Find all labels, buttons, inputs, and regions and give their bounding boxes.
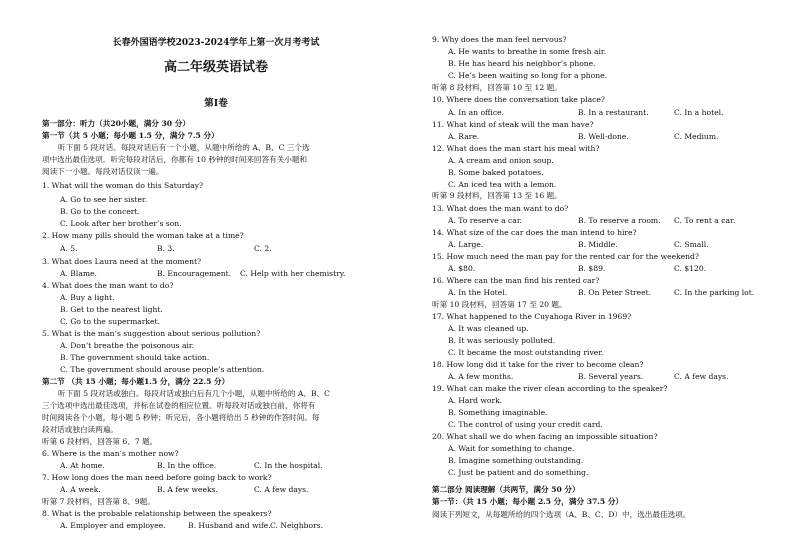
answer-option[interactable]: C. Look after her brother’s son. — [60, 219, 182, 228]
part2-heading: 第二部分 阅读理解（共两节，满分 50 分） — [432, 485, 580, 494]
answer-option[interactable]: B. Middle. — [578, 240, 618, 249]
section1-instructions: 项中选出最佳选项。听完每段对话后，你都有 10 秒钟的时间来回答有关小题和 — [42, 155, 308, 164]
question-stem: 11. What kind of steak will the man have? — [432, 120, 594, 129]
answer-option[interactable]: B. On Peter Street. — [578, 288, 652, 297]
question-stem: 18. How long did it take for the river to become clean? — [432, 360, 644, 369]
section1-heading: 第一节（共 5 小题；每小题 1.5 分，满分 7.5 分） — [42, 131, 219, 140]
section1-instructions: 阅读下一小题。每段对话仅读一遍。 — [42, 167, 164, 176]
answer-option[interactable]: A. Wait for something to change. — [448, 444, 575, 453]
part1-heading: 第一部分：听力（共20小题，满分 30 分） — [42, 119, 190, 128]
reading-section1-heading: 第一节：（共 15 小题；每小题 2.5 分，满分 37.5 分） — [432, 497, 624, 506]
material-cue: 听第 10 段材料，回答第 17 至 20 题。 — [432, 300, 567, 309]
material-cue: 听第 8 段材料，回答第 10 至 12 题。 — [432, 83, 562, 92]
answer-option[interactable]: B. The government should take action. — [60, 353, 210, 362]
answer-option[interactable]: C. Go to the supermarket. — [60, 317, 160, 326]
volume-label: 第Ⅰ卷 — [204, 98, 228, 109]
answer-option[interactable]: A. Blame. — [60, 269, 97, 278]
question-stem: 12. What does the man start his meal with? — [432, 144, 600, 153]
answer-option[interactable]: C. In a hotel. — [674, 108, 724, 117]
answer-option[interactable]: B. $89. — [578, 264, 606, 273]
answer-option[interactable]: C. 2. — [254, 244, 272, 253]
answer-option[interactable]: A. In the Hotel. — [448, 288, 508, 297]
answer-option[interactable]: B. Encouragement. — [157, 269, 232, 278]
answer-option[interactable]: A. He wants to breathe in some fresh air. — [448, 47, 607, 56]
answer-option[interactable]: C. $120. — [674, 264, 707, 273]
question-stem: 16. Where can the man find his rented car? — [432, 276, 600, 285]
answer-option[interactable]: B. Go to the concert. — [60, 207, 140, 216]
answer-option[interactable]: A. In an office. — [448, 108, 505, 117]
answer-option[interactable]: B. Imagine something outstanding. — [448, 456, 584, 465]
section2-instructions: 段对话或独白读两遍。 — [42, 425, 118, 434]
question-stem: 3. What does Laura need at the moment? — [42, 257, 202, 266]
section2-instructions: 三个选项中选出最佳选项，并标在试卷的相应位置。听每段对话或独白前，你将有 — [42, 401, 316, 410]
question-stem: 15. How much need the man pay for the rented car for the weekend? — [432, 252, 699, 261]
question-stem: 1. What will the woman do this Saturday? — [42, 181, 204, 190]
question-stem: 8. What is the probable relationship between the speakers? — [42, 509, 272, 518]
question-stem: 17. What happened to the Cuyahoga River in 1969? — [432, 312, 632, 321]
answer-option[interactable]: A. $80. — [448, 264, 476, 273]
section1-instructions: 听下面 5 段对话。每段对话后有一个小题，从题中所给的 A、B、C 三个选 — [58, 143, 310, 152]
answer-option[interactable]: C. To rent a car. — [674, 216, 736, 225]
material-cue: 听第 6 段材料，回答第 6、7 题。 — [42, 437, 158, 446]
answer-option[interactable]: C. A few days. — [254, 485, 309, 494]
answer-option[interactable]: A. A week. — [60, 485, 101, 494]
answer-option[interactable]: B. Well-done. — [578, 132, 629, 141]
answer-option[interactable]: C. Neighbors. — [270, 521, 324, 530]
question-stem: 4. What does the man want to do? — [42, 281, 174, 290]
answer-option[interactable]: B. Husband and wife. — [188, 521, 271, 530]
answer-option[interactable]: B. In the office. — [157, 461, 217, 470]
question-stem: 7. How long does the man need before going back to work? — [42, 473, 272, 482]
answer-option[interactable]: A. A cream and onion soup. — [448, 156, 554, 165]
answer-option[interactable]: A. At home. — [60, 461, 105, 470]
answer-option[interactable]: C. It became the most outstanding river. — [448, 348, 604, 357]
section2-instructions: 时间阅读各个小题，每小题 5 秒钟；听完后，各小题将给出 5 秒钟的作答时间。每 — [42, 413, 320, 422]
answer-option[interactable]: A. Go to see her sister. — [60, 195, 148, 204]
answer-option[interactable]: B. He has heard his neighbor’s phone. — [448, 59, 596, 68]
answer-option[interactable]: B. In a restaurant. — [578, 108, 649, 117]
answer-option[interactable]: C. Medium. — [674, 132, 719, 141]
answer-option[interactable]: A. It was cleaned up. — [448, 324, 529, 333]
question-stem: 6. Where is the man’s mother now? — [42, 449, 179, 458]
answer-option[interactable]: C. In the hospital. — [254, 461, 323, 470]
question-stem: 5. What is the man’s suggestion about serious pollution? — [42, 329, 261, 338]
question-stem: 2. How many pills should the woman take at a time? — [42, 231, 244, 240]
question-stem: 9. Why does the man feel nervous? — [432, 35, 567, 44]
answer-option[interactable]: C. Help with her chemistry. — [240, 269, 346, 278]
material-cue: 听第 7 段材料，回答第 8、9题。 — [42, 497, 155, 506]
school-title: 长春外国语学校2023-2024学年上第一次月考考试 — [112, 38, 320, 48]
answer-option[interactable]: B. Several years. — [578, 372, 644, 381]
answer-option[interactable]: B. A few weeks. — [157, 485, 218, 494]
answer-option[interactable]: B. Get to the nearest light. — [60, 305, 163, 314]
answer-option[interactable]: C. An iced tea with a lemon. — [448, 180, 557, 189]
answer-option[interactable]: B. To reserve a room. — [578, 216, 661, 225]
section2-heading: 第二节 （共 15 小题；每小题1.5 分，满分 22.5 分） — [42, 377, 230, 386]
answer-option[interactable]: C. In the parking lot. — [674, 288, 755, 297]
question-stem: 20. What shall we do when facing an impossible situation? — [432, 432, 658, 441]
answer-option[interactable]: A. To reserve a car. — [448, 216, 523, 225]
answer-option[interactable]: A. Buy a light. — [60, 293, 115, 302]
material-cue: 听第 9 段材料，回答第 13 至 16 题。 — [432, 191, 562, 200]
answer-option[interactable]: B. Some baked potatoes. — [448, 168, 544, 177]
answer-option[interactable]: C. Small. — [674, 240, 709, 249]
question-stem: 13. What does the man want to do? — [432, 204, 569, 213]
section2-instructions: 听下面 5 段对话或独白。每段对话或独白后有几个小题，从题中所给的 A、B、C — [58, 389, 330, 398]
answer-option[interactable]: A. Employer and employee. — [60, 521, 166, 530]
answer-option[interactable]: B. It was seriously polluted. — [448, 336, 556, 345]
answer-option[interactable]: A. Rare. — [448, 132, 480, 141]
answer-option[interactable]: C. The government should arouse people’s attention. — [60, 365, 265, 374]
answer-option[interactable]: B. 3. — [157, 244, 175, 253]
answer-option[interactable]: A. Don’t breathe the poisonous air. — [60, 341, 195, 350]
exam-title: 高二年级英语试卷 — [163, 60, 268, 75]
answer-option[interactable]: C. Just be patient and do something. — [448, 468, 589, 477]
answer-option[interactable]: C. He’s been waiting so long for a phone. — [448, 71, 608, 80]
answer-option[interactable]: C. The control of using your credit card. — [448, 420, 603, 429]
answer-option[interactable]: B. Something imaginable. — [448, 408, 548, 417]
reading-instructions: 阅读下列短文，从每题所给的四个选项（A、B、C、D）中，选出最佳选项。 — [432, 510, 691, 519]
answer-option[interactable]: A. A few months. — [448, 372, 514, 381]
answer-option[interactable]: A. Large. — [448, 240, 484, 249]
question-stem: 10. Where does the conversation take place? — [432, 95, 605, 104]
answer-option[interactable]: A. Hard work. — [448, 396, 503, 405]
question-stem: 14. What size of the car does the man intend to hire? — [432, 228, 637, 237]
answer-option[interactable]: C. A few days. — [674, 372, 729, 381]
answer-option[interactable]: A. 5. — [60, 244, 78, 253]
question-stem: 19. What can make the river clean according to the speaker? — [432, 384, 668, 393]
